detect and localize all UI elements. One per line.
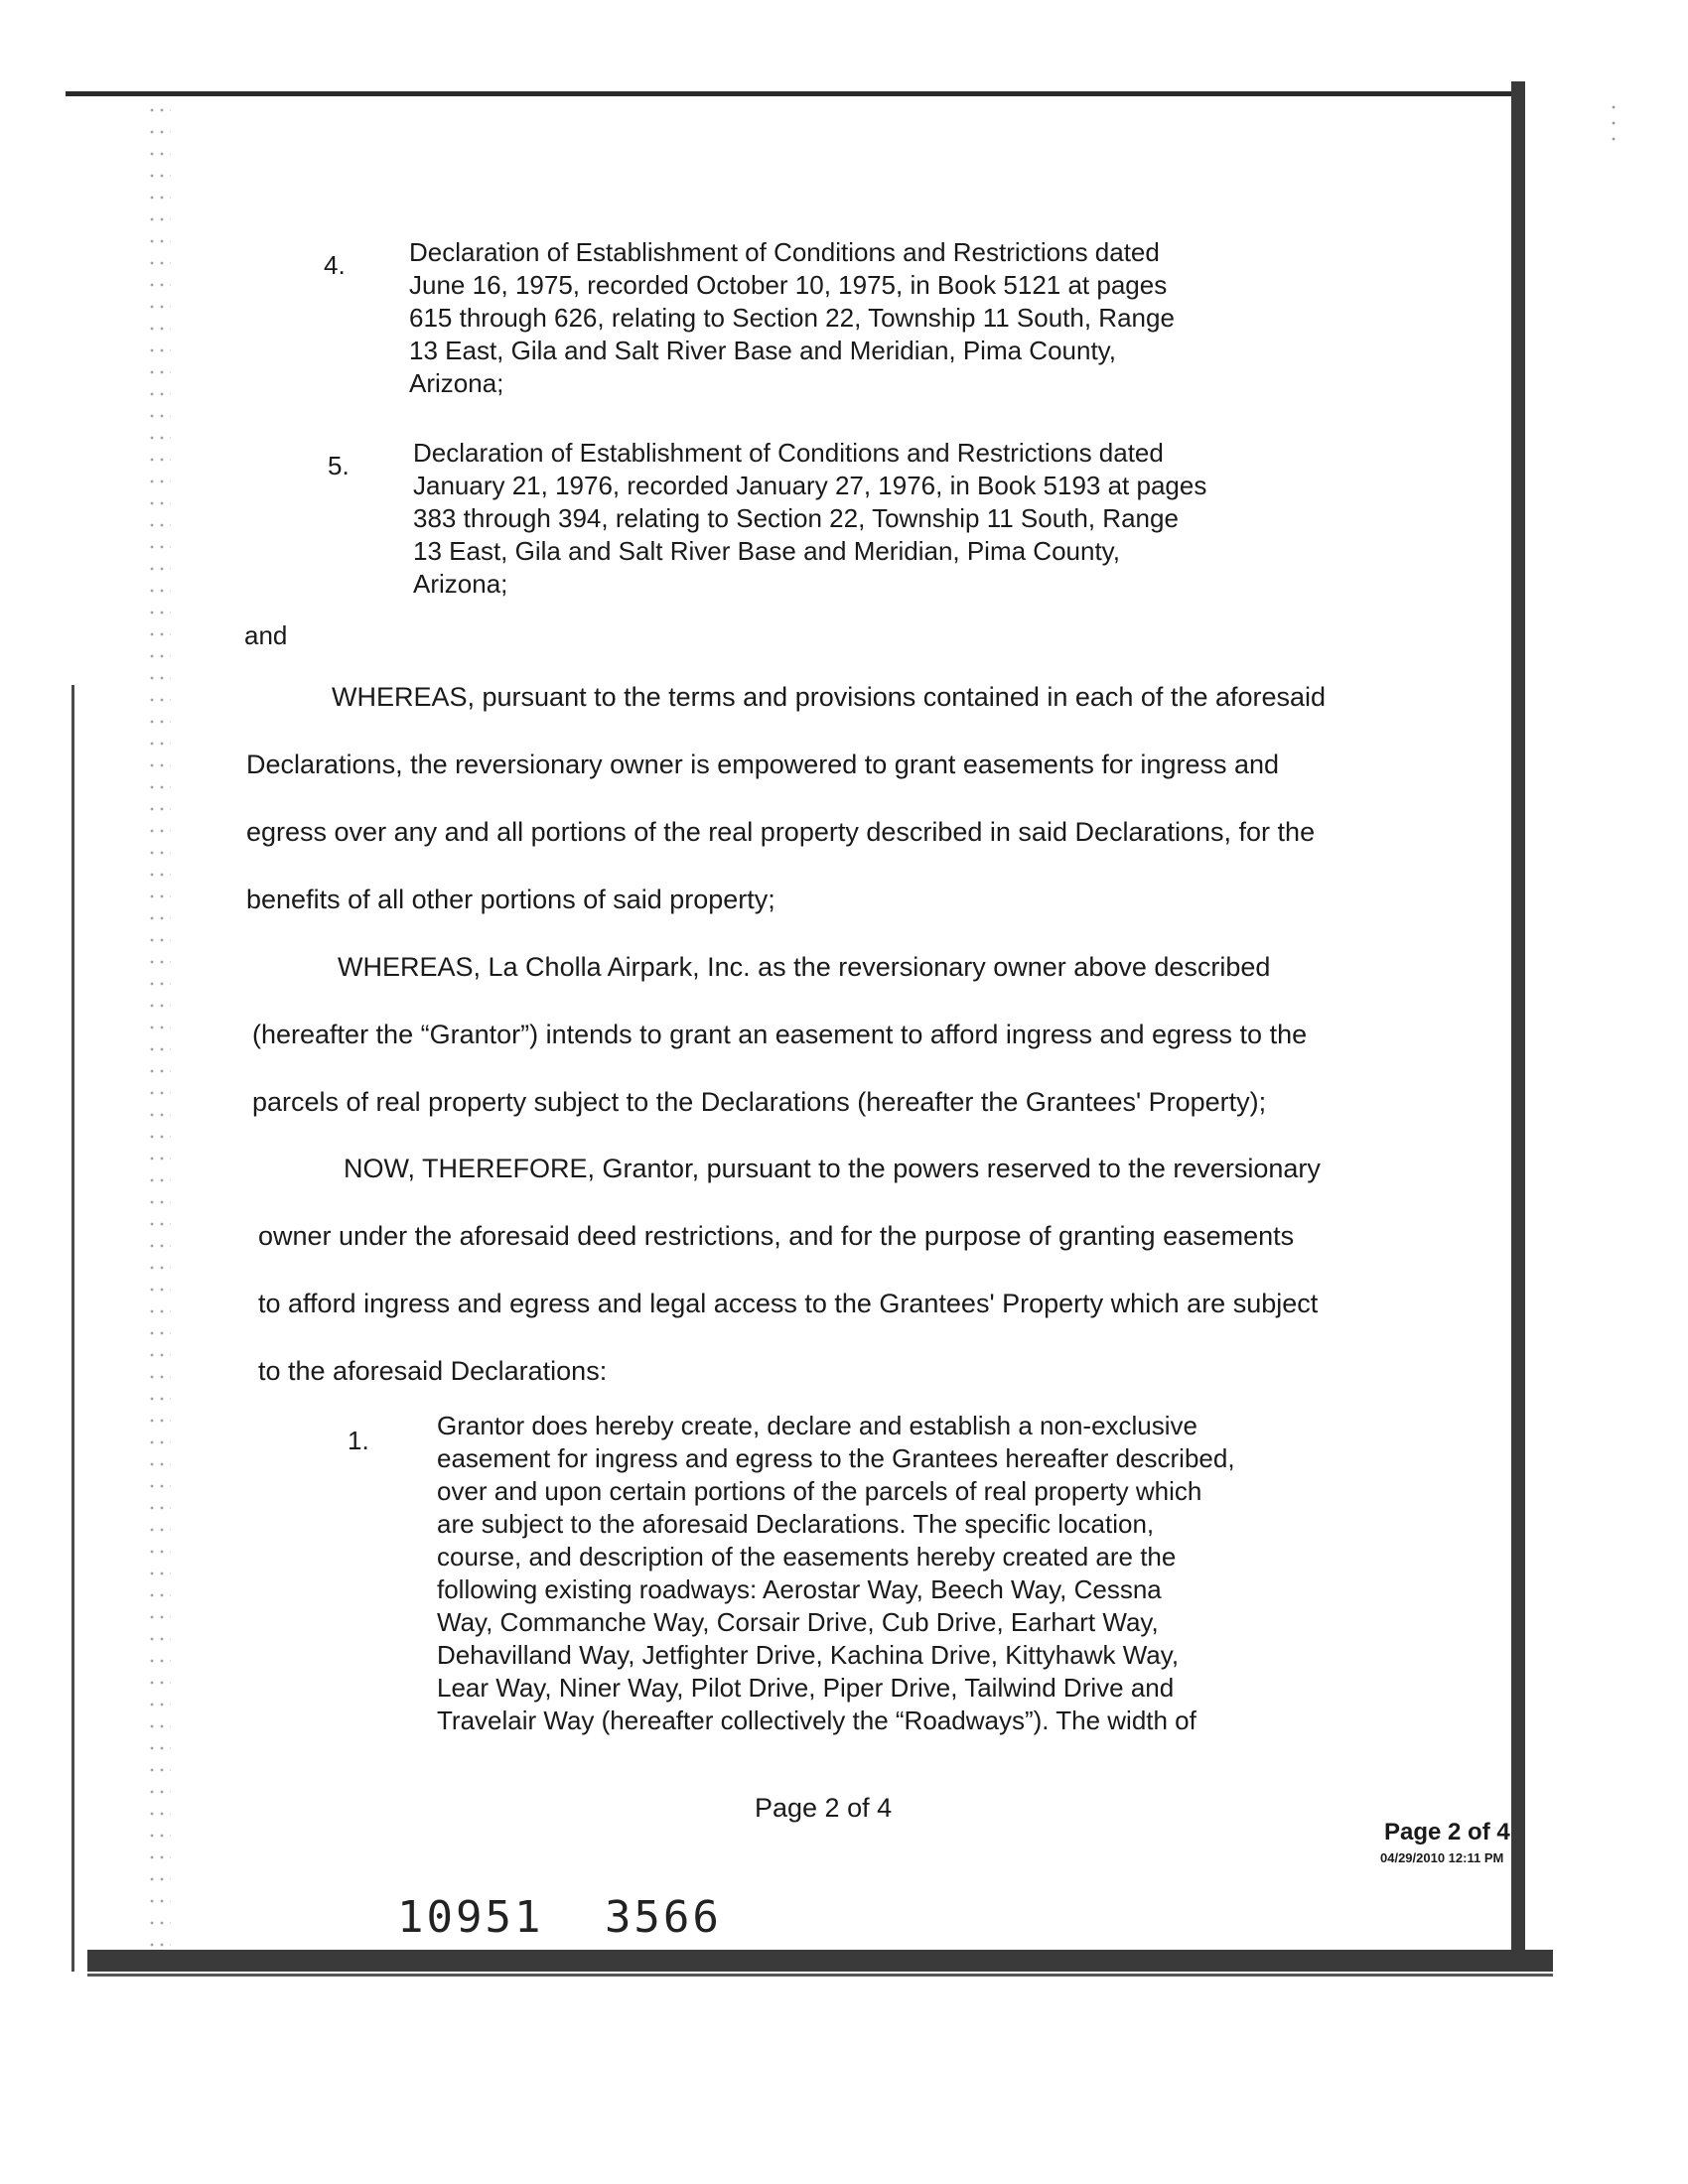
page-number: Page 2 of 4 (755, 1793, 893, 1823)
scan-border-left (71, 685, 74, 1972)
and-connector: and (244, 620, 288, 650)
clause-1-line: Grantor does hereby create, declare and establish a non-exclusive (437, 1411, 1197, 1440)
scan-border-top (66, 91, 1525, 96)
declaration-4-line: 13 East, Gila and Salt River Base and Meridian, Pima County, (409, 336, 1116, 365)
whereas-paragraph-2 (252, 933, 1374, 1136)
clause-1-line: over and upon certain portions of the parcels of real property which (437, 1476, 1202, 1506)
clause-1-line: Travelair Way (hereafter collectively the “Roadways”). The width of (437, 1706, 1196, 1735)
clause-1-line: course, and description of the easements hereby created are the (437, 1542, 1177, 1571)
fax-stamp-page: Page 2 of 4 (1384, 1819, 1510, 1845)
whereas-1-line: WHEREAS, pursuant to the terms and provisions contained in each of the aforesaid (332, 682, 1327, 712)
clause-1-line: are subject to the aforesaid Declarations. The specific location, (437, 1509, 1155, 1539)
now-therefore-line: to the aforesaid Declarations: (258, 1356, 608, 1386)
clause-1-text (437, 1410, 1291, 1737)
recording-docket-number: 10951 3566 (397, 1892, 722, 1943)
now-therefore-line: owner under the aforesaid deed restrictions, and for the purpose of granting easements (258, 1221, 1295, 1251)
declaration-5-line: January 21, 1976, recorded January 27, 1976, in Book 5193 at pages (413, 471, 1207, 500)
whereas-1-line: Declarations, the reversionary owner is empowered to grant easements for ingress and (246, 750, 1280, 779)
clause-1-number: 1. (348, 1426, 369, 1455)
declaration-5-number: 5. (328, 451, 350, 480)
whereas-1-line: benefits of all other portions of said property; (246, 885, 775, 914)
scan-border-right (1511, 81, 1525, 1968)
declaration-5-line: Arizona; (413, 569, 508, 599)
scan-border-bottom (87, 1950, 1553, 1972)
declaration-4-line: June 16, 1975, recorded October 10, 1975, in Book 5121 at pages (409, 270, 1168, 300)
clause-1-line: Lear Way, Niner Way, Pilot Drive, Piper Drive, Tailwind Drive and (437, 1673, 1175, 1703)
declaration-4-line: Arizona; (409, 368, 504, 398)
clause-1-line: Dehavilland Way, Jetfighter Drive, Kachina Drive, Kittyhawk Way, (437, 1640, 1180, 1670)
scan-artifact-dots-right (1609, 99, 1618, 149)
fax-stamp-date: 04/29/2010 12:11 PM (1380, 1850, 1504, 1865)
whereas-2-line: WHEREAS, La Cholla Airpark, Inc. as the reversionary owner above described (338, 952, 1271, 982)
now-therefore-line: NOW, THEREFORE, Grantor, pursuant to the powers reserved to the reversionary (344, 1154, 1321, 1183)
whereas-paragraph-1 (246, 663, 1368, 933)
whereas-2-line: parcels of real property subject to the Declarations (hereafter the Grantees' Property); (252, 1087, 1267, 1117)
declaration-5-text (413, 437, 1269, 601)
declaration-5-line: 383 through 394, relating to Section 22, Township 11 South, Range (413, 503, 1179, 533)
clause-1-line: following existing roadways: Aerostar Way, Beech Way, Cessna (437, 1574, 1162, 1604)
declaration-4-text (409, 236, 1263, 400)
declaration-5-line: 13 East, Gila and Salt River Base and Meridian, Pima County, (413, 536, 1120, 566)
declaration-4-line: Declaration of Establishment of Conditions and Restrictions dated (409, 237, 1160, 267)
declaration-4-line: 615 through 626, relating to Section 22, Township 11 South, Range (409, 303, 1175, 333)
whereas-2-line: (hereafter the “Grantor”) intends to grant an easement to afford ingress and egress to the (252, 1020, 1308, 1049)
now-therefore-line: to afford ingress and egress and legal access to the Grantees' Property which are subject (258, 1289, 1319, 1318)
clause-1-line: Way, Commanche Way, Corsair Drive, Cub Drive, Earhart Way, (437, 1607, 1159, 1637)
now-therefore-paragraph (258, 1135, 1380, 1405)
declaration-5-line: Declaration of Establishment of Conditions and Restrictions dated (413, 438, 1164, 468)
declaration-4-number: 4. (324, 250, 346, 280)
clause-1-line: easement for ingress and egress to the Grantees hereafter described, (437, 1443, 1235, 1473)
scan-border-bottom-line (87, 1974, 1553, 1977)
whereas-1-line: egress over any and all portions of the real property described in said Declarations, for the (246, 817, 1316, 847)
scan-artifact-dots (147, 99, 171, 1966)
